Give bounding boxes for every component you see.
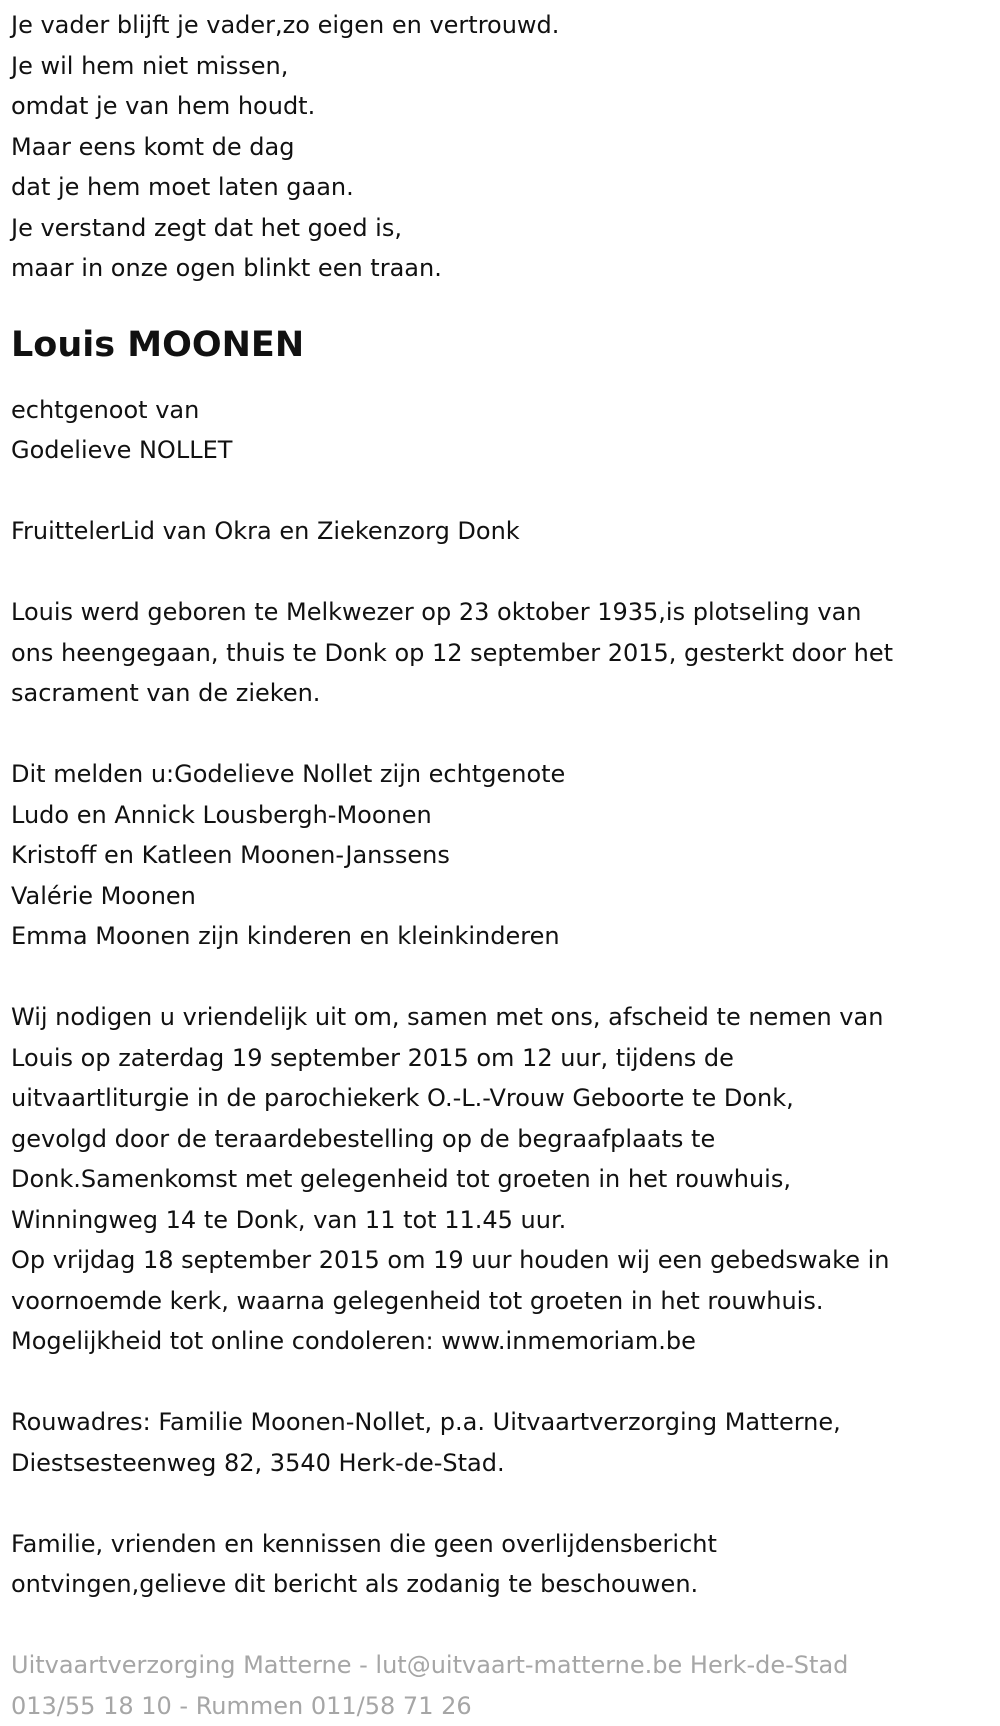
- text-line: uitvaartliturgie in de parochiekerk O.-L.-Vrouw Geboorte te Donk,: [11, 1084, 794, 1113]
- family-line: Dit melden u:Godelieve Nollet zijn echtgenote: [11, 760, 566, 789]
- spouse-name: Godelieve NOLLET: [11, 436, 233, 465]
- text-line: ons heengegaan, thuis te Donk op 12 september 2015, gesterkt door het: [11, 638, 894, 667]
- poem: [11, 5, 989, 289]
- text-line: Louis op zaterdag 19 september 2015 om 12 uur, tijdens de: [11, 1043, 734, 1072]
- obituary-notice: [0, 5, 989, 1726]
- poem-line: maar in onze ogen blinkt een traan.: [11, 254, 442, 282]
- text-line: gevolgd door de teraardebestelling op de begraafplaats te: [11, 1124, 716, 1153]
- notice-text: [11, 1524, 989, 1605]
- deceased-name: Louis MOONEN: [11, 324, 305, 365]
- text-line: sacrament van de zieken.: [11, 679, 321, 708]
- family-line: Kristoff en Katleen Moonen-Janssens: [11, 841, 450, 870]
- spouse-relation: [11, 390, 989, 471]
- poem-line: dat je hem moet laten gaan.: [11, 173, 354, 201]
- poem-line: Je verstand zegt dat het goed is,: [11, 213, 402, 242]
- text-line: voornoemde kerk, waarna gelegenheid tot groeten in het rouwhuis.: [11, 1286, 824, 1315]
- poem-line: Je vader blijft je vader,zo eigen en vertrouwd.: [11, 11, 560, 39]
- address-line: Diestsesteenweg 82, 3540 Herk-de-Stad.: [11, 1448, 505, 1477]
- poem-line: Maar eens komt de dag: [11, 132, 295, 161]
- text-line: Louis werd geboren te Melkwezer op 23 oktober 1935,is plotseling van: [11, 598, 862, 627]
- mourning-address: [11, 1402, 989, 1483]
- text-line: ontvingen,gelieve dit bericht als zodanig te beschouwen.: [11, 1570, 699, 1599]
- text-line: Op vrijdag 18 september 2015 om 19 uur houden wij een gebedswake in: [11, 1246, 890, 1275]
- occupation-line: FruittelerLid van Okra en Ziekenzorg Donk: [11, 517, 520, 546]
- poem-line: omdat je van hem houdt.: [11, 92, 316, 120]
- occupation: [11, 511, 989, 552]
- text-line: Donk.Samenkomst met gelegenheid tot groeten in het rouwhuis,: [11, 1165, 791, 1194]
- birth-death-text: [11, 592, 989, 714]
- funeral-home-footer: [11, 1645, 989, 1726]
- family-list: [11, 754, 989, 957]
- family-line: Ludo en Annick Lousbergh-Moonen: [11, 800, 432, 829]
- text-line: Mogelijkheid tot online condoleren: www.inmemoriam.be: [11, 1327, 696, 1356]
- ceremony-text: [11, 997, 989, 1362]
- footer-line: 013/55 18 10 - Rummen 011/58 71 26: [11, 1691, 472, 1720]
- text-line: Familie, vrienden en kennissen die geen overlijdensbericht: [11, 1529, 717, 1558]
- footer-line: Uitvaartverzorging Matterne - lut@uitvaart-matterne.be Herk-de-Stad: [11, 1651, 849, 1680]
- text-line: Winningweg 14 te Donk, van 11 tot 11.45 uur.: [11, 1205, 567, 1234]
- family-line: Valérie Moonen: [11, 881, 196, 910]
- address-line: Rouwadres: Familie Moonen-Nollet, p.a. Uitvaartverzorging Matterne,: [11, 1408, 841, 1437]
- family-line: Emma Moonen zijn kinderen en kleinkinderen: [11, 922, 560, 951]
- text-line: Wij nodigen u vriendelijk uit om, samen met ons, afscheid te nemen van: [11, 1003, 884, 1032]
- relation-line: echtgenoot van: [11, 395, 200, 424]
- poem-line: Je wil hem niet missen,: [11, 51, 289, 80]
